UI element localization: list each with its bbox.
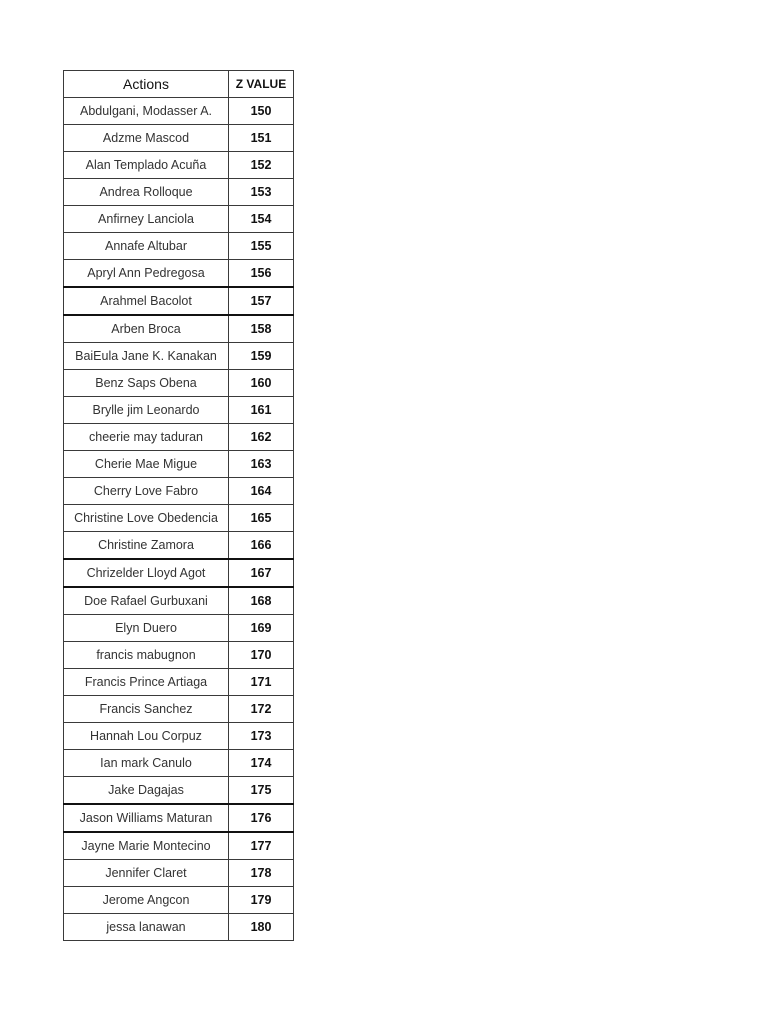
table-row [64, 343, 294, 370]
name-cell: Arben Broca [64, 315, 229, 343]
z-value-cell: 175 [229, 777, 294, 805]
table-row [64, 206, 294, 233]
z-value-cell: 173 [229, 723, 294, 750]
table-row [64, 315, 294, 343]
z-value-cell: 150 [229, 98, 294, 125]
table-row [64, 451, 294, 478]
table-row [64, 287, 294, 315]
table-row [64, 832, 294, 860]
name-cell: Ian mark Canulo [64, 750, 229, 777]
name-cell: Hannah Lou Corpuz [64, 723, 229, 750]
z-value-cell: 166 [229, 532, 294, 560]
name-cell: Christine Zamora [64, 532, 229, 560]
z-value-cell: 152 [229, 152, 294, 179]
z-value-cell: 178 [229, 860, 294, 887]
z-value-cell: 156 [229, 260, 294, 288]
header-z-value: Z VALUE [229, 71, 294, 98]
z-value-cell: 165 [229, 505, 294, 532]
table-row [64, 860, 294, 887]
table-row [64, 179, 294, 206]
name-cell: Brylle jim Leonardo [64, 397, 229, 424]
name-cell: Jason Williams Maturan [64, 804, 229, 832]
name-cell: Jayne Marie Montecino [64, 832, 229, 860]
name-cell: Francis Sanchez [64, 696, 229, 723]
table-row [64, 750, 294, 777]
z-value-cell: 158 [229, 315, 294, 343]
table-row [64, 777, 294, 805]
name-cell: Jennifer Claret [64, 860, 229, 887]
table-row [64, 615, 294, 642]
name-cell: Annafe Altubar [64, 233, 229, 260]
table-row [64, 125, 294, 152]
name-cell: Cherie Mae Migue [64, 451, 229, 478]
table-row [64, 587, 294, 615]
table-row [64, 98, 294, 125]
table-row [64, 887, 294, 914]
table-row [64, 233, 294, 260]
z-value-cell: 169 [229, 615, 294, 642]
z-value-cell: 157 [229, 287, 294, 315]
header-row [64, 71, 294, 98]
table-row [64, 804, 294, 832]
name-cell: Doe Rafael Gurbuxani [64, 587, 229, 615]
header-actions: Actions [64, 71, 229, 98]
table-row [64, 559, 294, 587]
name-cell: Benz Saps Obena [64, 370, 229, 397]
z-value-cell: 168 [229, 587, 294, 615]
z-value-cell: 171 [229, 669, 294, 696]
table-row [64, 914, 294, 941]
name-cell: Chrizelder Lloyd Agot [64, 559, 229, 587]
z-value-cell: 154 [229, 206, 294, 233]
name-cell: Adzme Mascod [64, 125, 229, 152]
z-value-cell: 164 [229, 478, 294, 505]
name-cell: Andrea Rolloque [64, 179, 229, 206]
name-cell: Abdulgani, Modasser A. [64, 98, 229, 125]
name-cell: Alan Templado Acuña [64, 152, 229, 179]
z-value-cell: 167 [229, 559, 294, 587]
z-value-cell: 163 [229, 451, 294, 478]
name-cell: Francis Prince Artiaga [64, 669, 229, 696]
name-cell: jessa lanawan [64, 914, 229, 941]
z-value-cell: 151 [229, 125, 294, 152]
name-cell: Jerome Angcon [64, 887, 229, 914]
name-cell: Elyn Duero [64, 615, 229, 642]
name-cell: Jake Dagajas [64, 777, 229, 805]
table-row [64, 152, 294, 179]
z-value-cell: 160 [229, 370, 294, 397]
z-value-cell: 162 [229, 424, 294, 451]
table-row [64, 505, 294, 532]
z-value-cell: 179 [229, 887, 294, 914]
table-row [64, 696, 294, 723]
name-cell: Anfirney Lanciola [64, 206, 229, 233]
name-cell: Cherry Love Fabro [64, 478, 229, 505]
table-row [64, 723, 294, 750]
z-value-cell: 172 [229, 696, 294, 723]
z-value-cell: 159 [229, 343, 294, 370]
name-cell: Arahmel Bacolot [64, 287, 229, 315]
name-cell: Christine Love Obedencia [64, 505, 229, 532]
table-row [64, 532, 294, 560]
name-cell: Apryl Ann Pedregosa [64, 260, 229, 288]
z-value-cell: 174 [229, 750, 294, 777]
z-value-cell: 161 [229, 397, 294, 424]
table-row [64, 424, 294, 451]
z-value-cell: 170 [229, 642, 294, 669]
table-row [64, 397, 294, 424]
table-row [64, 370, 294, 397]
table-row [64, 669, 294, 696]
name-cell: cheerie may taduran [64, 424, 229, 451]
name-cell: francis mabugnon [64, 642, 229, 669]
z-value-cell: 176 [229, 804, 294, 832]
z-value-cell: 180 [229, 914, 294, 941]
table-row [64, 260, 294, 288]
table-row [64, 642, 294, 669]
z-value-table [63, 70, 294, 941]
z-value-cell: 155 [229, 233, 294, 260]
name-cell: BaiEula Jane K. Kanakan [64, 343, 229, 370]
table-row [64, 478, 294, 505]
z-value-cell: 153 [229, 179, 294, 206]
z-value-cell: 177 [229, 832, 294, 860]
